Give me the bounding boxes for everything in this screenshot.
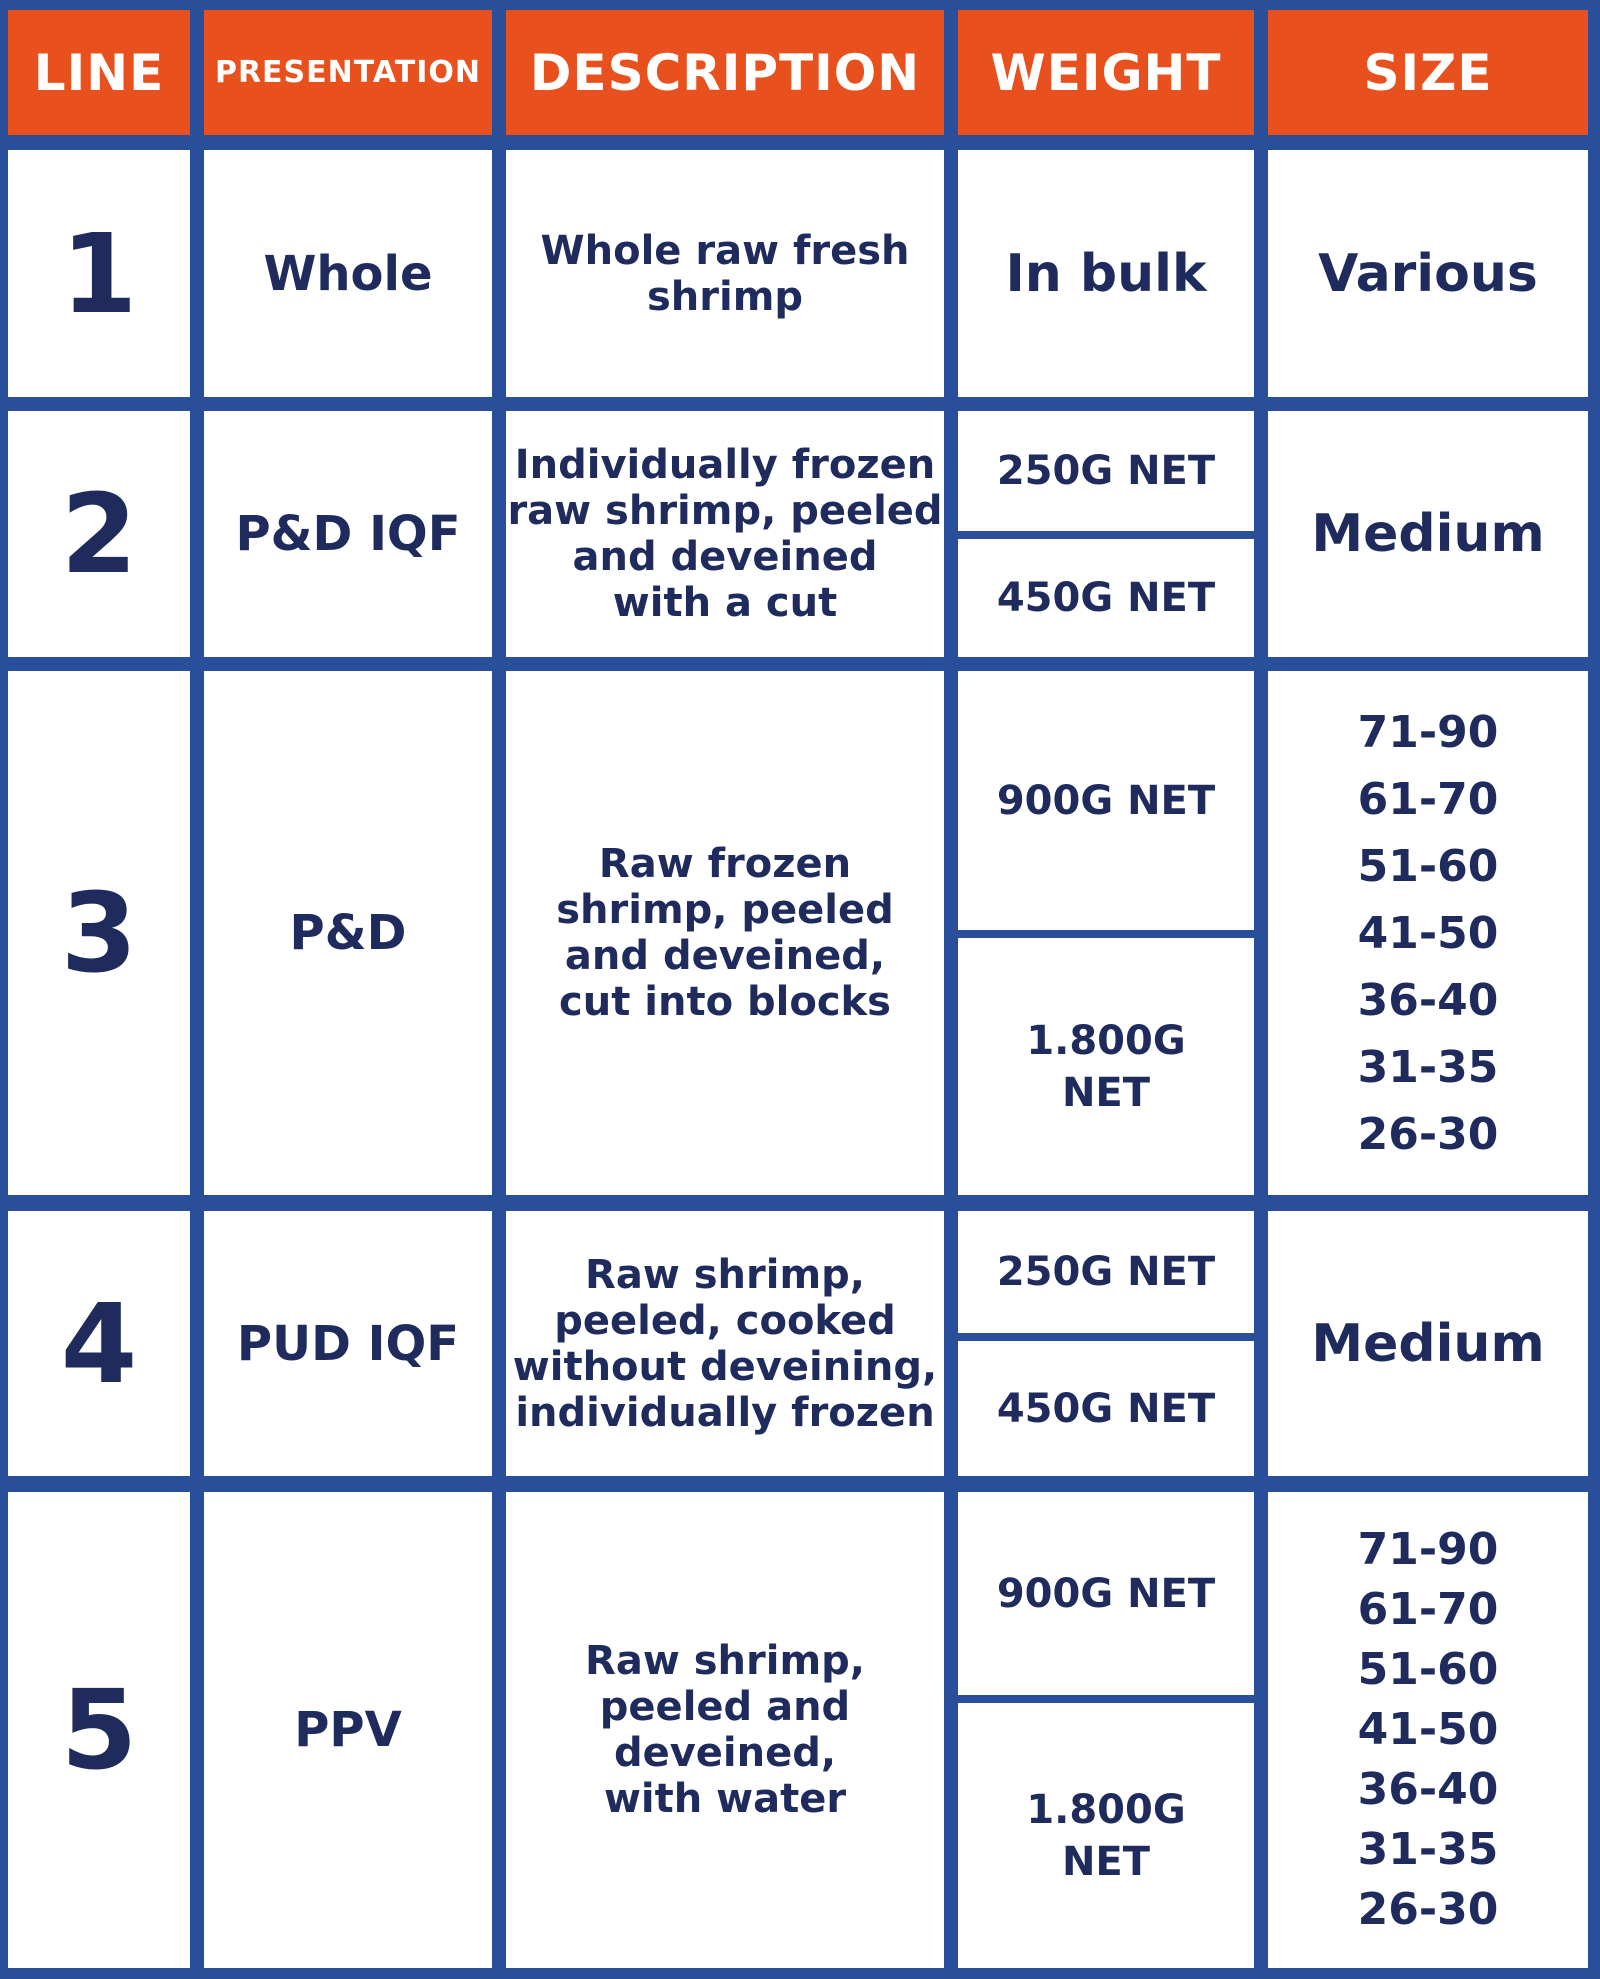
description (506, 1492, 944, 1968)
line-number: 3 (8, 671, 190, 1195)
presentation: Whole (204, 150, 492, 397)
header-line: LINE (8, 10, 190, 135)
description-line: shrimp, peeled (556, 887, 894, 933)
description-line: with water (603, 1776, 847, 1822)
line-number: 4 (8, 1211, 190, 1476)
description (506, 411, 944, 657)
weight: 900G NET (958, 671, 1254, 930)
description-line: Raw frozen (598, 841, 852, 887)
header-description: DESCRIPTION (506, 10, 944, 135)
weight: In bulk (958, 150, 1254, 397)
size-list (1268, 671, 1588, 1195)
description-line: raw shrimp, peeled (507, 488, 943, 534)
description-line: and deveined, (564, 933, 886, 979)
description-line: Raw shrimp, (585, 1251, 865, 1298)
description-line: Raw shrimp, (585, 1638, 865, 1684)
size: Medium (1268, 1211, 1588, 1476)
size-item: 31-35 (1357, 1824, 1499, 1875)
size-item: 51-60 (1357, 840, 1499, 892)
description-line: and deveined (572, 534, 878, 580)
description-line: cut into blocks (559, 979, 891, 1025)
size-item: 61-70 (1357, 773, 1499, 825)
size-item: 31-35 (1357, 1041, 1499, 1093)
description-line: without deveining, (512, 1343, 938, 1390)
size-item: 71-90 (1357, 706, 1499, 758)
line-number: 1 (8, 150, 190, 397)
size-item: 41-50 (1357, 907, 1499, 959)
description-line: Individually frozen (514, 442, 936, 488)
size-item: 36-40 (1357, 1764, 1499, 1815)
description-line: peeled and (599, 1684, 851, 1730)
weight: 1.800G NET (958, 938, 1254, 1195)
presentation: PUD IQF (204, 1211, 492, 1476)
size-list (1268, 1492, 1588, 1968)
description (506, 671, 944, 1195)
line-number: 2 (8, 411, 190, 657)
header-presentation: PRESENTATION (204, 10, 492, 135)
size: Various (1268, 150, 1588, 397)
weight: 1.800G NET (958, 1703, 1254, 1968)
description-line: deveined, (613, 1730, 837, 1776)
size-item: 26-30 (1357, 1884, 1499, 1935)
size: Medium (1268, 411, 1588, 657)
line-number: 5 (8, 1492, 190, 1968)
description-line: Whole raw fresh (540, 227, 910, 274)
description (506, 1211, 944, 1476)
header-size: SIZE (1268, 10, 1588, 135)
presentation: PPV (204, 1492, 492, 1968)
description-line: with a cut (612, 580, 838, 626)
header-weight: WEIGHT (958, 10, 1254, 135)
size-item: 36-40 (1357, 974, 1499, 1026)
weight: 250G NET (958, 411, 1254, 531)
weight: 450G NET (958, 539, 1254, 657)
size-item: 61-70 (1357, 1584, 1499, 1635)
size-item: 26-30 (1357, 1108, 1499, 1160)
size-item: 41-50 (1357, 1704, 1499, 1755)
weight: 450G NET (958, 1341, 1254, 1476)
description-line: individually frozen (515, 1389, 935, 1436)
description-line: peeled, cooked (554, 1297, 896, 1344)
weight: 900G NET (958, 1492, 1254, 1695)
presentation: P&D IQF (204, 411, 492, 657)
description (506, 150, 944, 397)
presentation: P&D (204, 671, 492, 1195)
size-item: 71-90 (1357, 1524, 1499, 1575)
description-line: shrimp (646, 273, 804, 320)
size-item: 51-60 (1357, 1644, 1499, 1695)
weight: 250G NET (958, 1211, 1254, 1333)
